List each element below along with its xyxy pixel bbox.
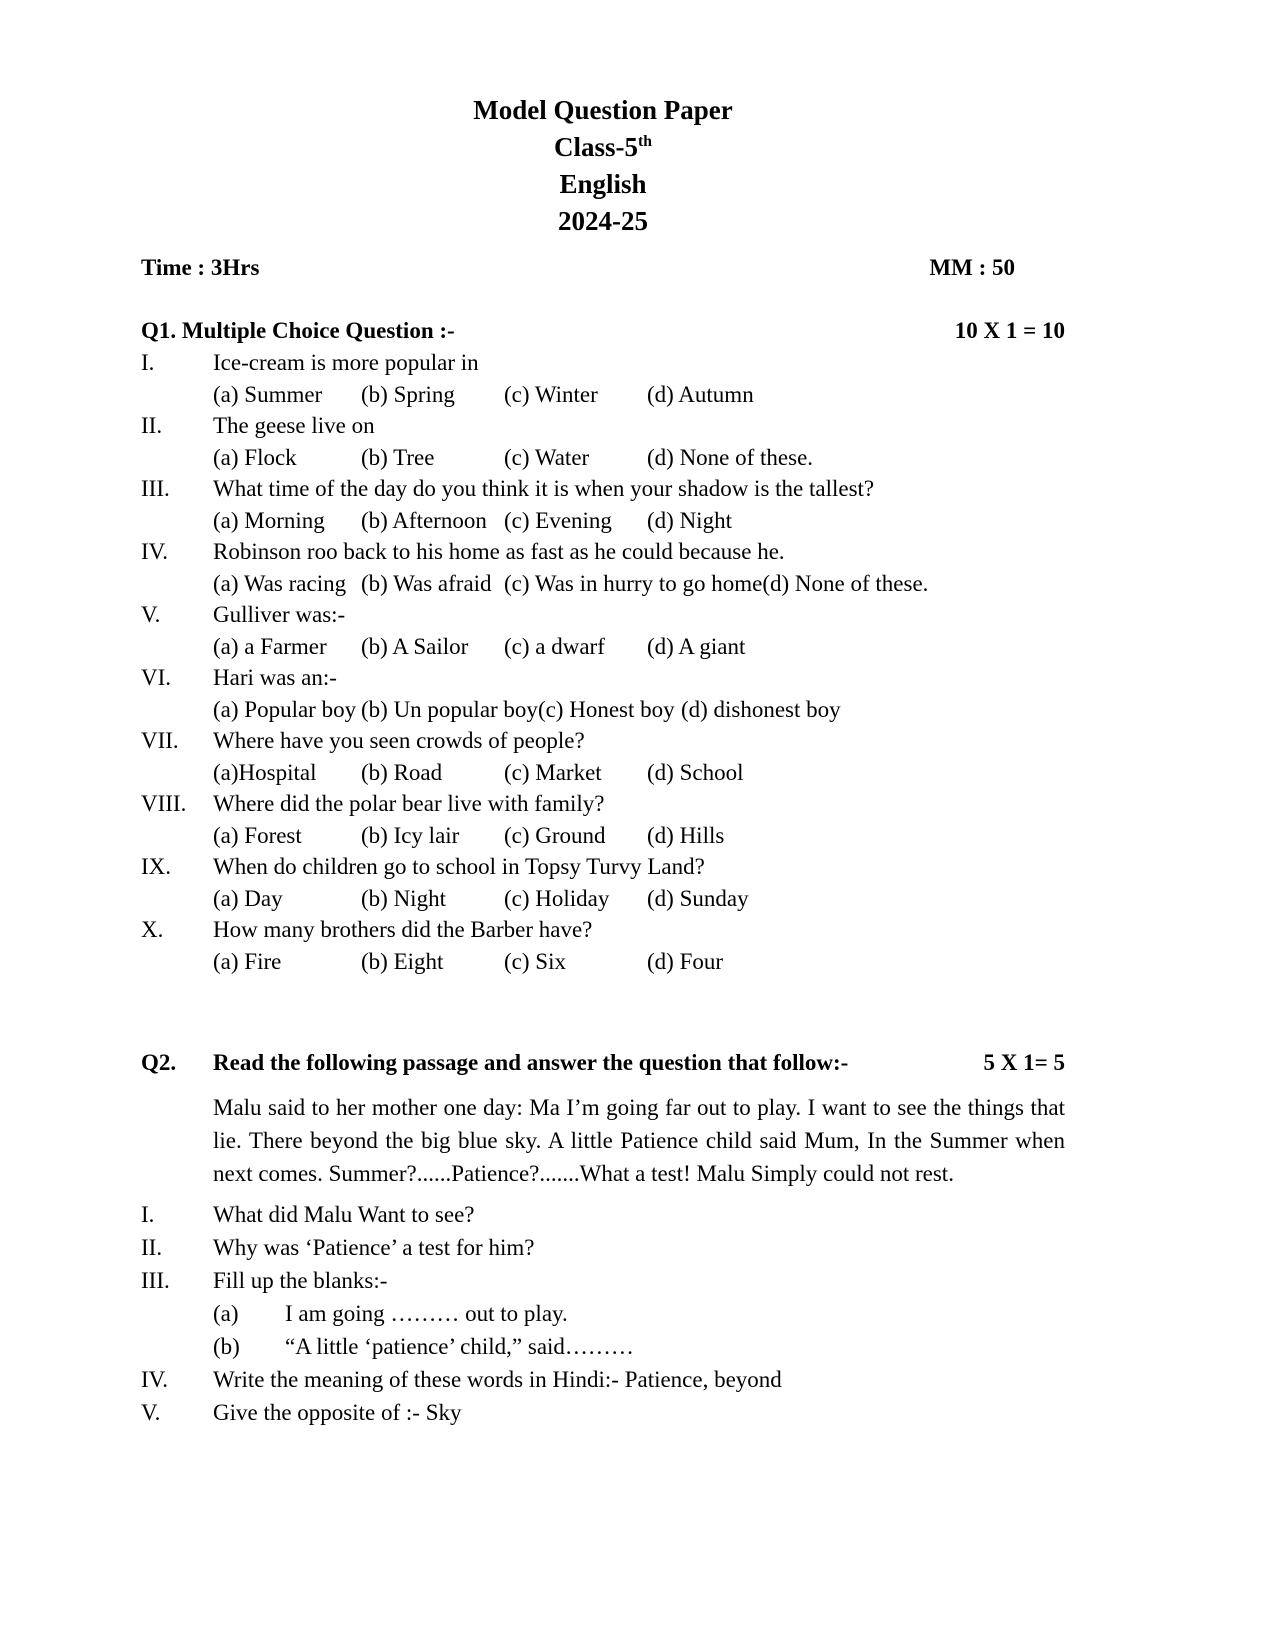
mcq-options-line bbox=[141, 946, 1065, 978]
question-text: Hari was an:- bbox=[213, 665, 337, 690]
time-allowed: Time : 3Hrs bbox=[141, 255, 260, 280]
mcq-question-line bbox=[141, 914, 1065, 946]
mcq-item bbox=[141, 536, 1065, 599]
passage-question-line bbox=[141, 1396, 1065, 1429]
options-indent bbox=[141, 442, 213, 474]
option-c: (c) Ground bbox=[504, 822, 606, 848]
q2-passage: Malu said to her mother one day: Ma I’m going far out to play. I want to see the things that lie. There beyond the big blue sky. A little Patience child said Mum, In the Summer when next comes. Summer?......Patience?.......What a test! Malu Simply could not rest. bbox=[213, 1095, 1065, 1186]
passage-question-line bbox=[141, 1198, 1065, 1231]
question-text: Where did the polar bear live with family? bbox=[213, 791, 605, 816]
q2-heading-row bbox=[141, 1047, 1065, 1079]
q2-questions bbox=[141, 1198, 1065, 1429]
mcq-item bbox=[141, 473, 1065, 536]
question-options bbox=[213, 568, 1065, 600]
question-numeral: IV. bbox=[141, 1367, 169, 1392]
question-text: Write the meaning of these words in Hindi:- Patience, beyond bbox=[213, 1367, 782, 1392]
mcq-question-line bbox=[141, 662, 1065, 694]
option-b: (b) Eight bbox=[361, 948, 444, 974]
subitem-indent bbox=[141, 1330, 213, 1363]
option-a: (a) Was racing bbox=[213, 570, 347, 596]
question-options bbox=[213, 820, 1065, 852]
question-numeral: V. bbox=[141, 1400, 161, 1425]
subitem-label: (b) bbox=[213, 1334, 240, 1359]
maximum-marks: MM : 50 bbox=[929, 255, 1015, 280]
options-indent bbox=[141, 946, 213, 978]
option-a: (a) Summer bbox=[213, 381, 323, 407]
question-numeral: II. bbox=[141, 1235, 163, 1260]
question-numeral: I. bbox=[141, 1202, 155, 1227]
option-b: (b) Tree bbox=[361, 444, 435, 470]
option-c: (c) a dwarf bbox=[504, 633, 605, 659]
mcq-question-line bbox=[141, 347, 1065, 379]
mcq-options-line bbox=[141, 883, 1065, 915]
mcq-question-line bbox=[141, 410, 1065, 442]
option-b: (b) Road bbox=[361, 759, 443, 785]
question-numeral: VIII. bbox=[141, 791, 187, 816]
option-d: (d) A giant bbox=[647, 633, 746, 659]
option-a: (a) Forest bbox=[213, 822, 302, 848]
question-text: Give the opposite of :- Sky bbox=[213, 1400, 462, 1425]
option-a: (a) Flock bbox=[213, 444, 297, 470]
paper-title: Model Question Paper bbox=[473, 95, 733, 125]
option-b: (b) Afternoon bbox=[361, 507, 487, 533]
q1-label: Q1. bbox=[141, 318, 177, 343]
option-a: (a) a Farmer bbox=[213, 633, 327, 659]
option-d: (d) Hills bbox=[647, 822, 725, 848]
mcq-question-line bbox=[141, 851, 1065, 883]
question-options bbox=[213, 631, 1065, 663]
q1-questions bbox=[141, 347, 1065, 977]
option-a: (a) Fire bbox=[213, 948, 282, 974]
passage-question-line bbox=[141, 1264, 1065, 1297]
question-options bbox=[213, 757, 1065, 789]
question-options bbox=[213, 505, 1065, 537]
paper-class bbox=[141, 129, 1065, 166]
paper-subject: English bbox=[559, 169, 647, 199]
q2-label: Q2. bbox=[141, 1050, 177, 1075]
option-b: (b) Spring bbox=[361, 381, 455, 407]
question-numeral: VI. bbox=[141, 665, 172, 690]
question-text: When do children go to school in Topsy Turvy Land? bbox=[213, 854, 705, 879]
passage-question-line bbox=[141, 1231, 1065, 1264]
fill-blank-line bbox=[141, 1330, 1065, 1363]
subitem-indent bbox=[141, 1297, 213, 1330]
option-d: (d) Sunday bbox=[647, 885, 749, 911]
options-indent bbox=[141, 568, 213, 600]
option-d: (d) Night bbox=[647, 507, 732, 533]
q2-marks: 5 X 1= 5 bbox=[983, 1050, 1065, 1075]
mcq-question-line bbox=[141, 473, 1065, 505]
section-q1 bbox=[141, 315, 1065, 977]
paper-header bbox=[141, 92, 1065, 240]
option-a: (a) Day bbox=[213, 885, 283, 911]
subitem-label: (a) bbox=[213, 1301, 239, 1326]
option-c: (c) Six bbox=[504, 948, 566, 974]
option-b: (b) Was afraid bbox=[361, 570, 492, 596]
question-numeral: III. bbox=[141, 476, 170, 501]
question-numeral: II. bbox=[141, 413, 163, 438]
fill-blank-line bbox=[141, 1297, 1065, 1330]
question-numeral: X. bbox=[141, 917, 164, 942]
option-d: (d) School bbox=[647, 759, 744, 785]
question-options bbox=[213, 946, 1065, 978]
option-b: (b) Icy lair bbox=[361, 822, 460, 848]
options-indent bbox=[141, 820, 213, 852]
mcq-options-line bbox=[141, 505, 1065, 537]
question-text: How many brothers did the Barber have? bbox=[213, 917, 593, 942]
mcq-options-line bbox=[141, 631, 1065, 663]
options-indent bbox=[141, 883, 213, 915]
question-text: Why was ‘Patience’ a test for him? bbox=[213, 1235, 535, 1260]
mcq-item bbox=[141, 662, 1065, 725]
option-c: (c) Was in hurry to go home bbox=[504, 570, 763, 596]
mcq-item bbox=[141, 851, 1065, 914]
question-options bbox=[213, 379, 1065, 411]
option-b: (b) A Sailor bbox=[361, 633, 469, 659]
mcq-item bbox=[141, 599, 1065, 662]
mcq-question-line bbox=[141, 725, 1065, 757]
option-c: (c) Market bbox=[504, 759, 602, 785]
option-d: (d) None of these. bbox=[647, 444, 814, 470]
question-options bbox=[213, 442, 1065, 474]
q2-heading: Read the following passage and answer the question that follow:- bbox=[213, 1050, 849, 1075]
options-indent bbox=[141, 505, 213, 537]
question-text: Fill up the blanks:- bbox=[213, 1268, 388, 1293]
question-text: The geese live on bbox=[213, 413, 375, 438]
passage-question-line bbox=[141, 1363, 1065, 1396]
mcq-options-line bbox=[141, 757, 1065, 789]
option-b: (b) Un popular boy bbox=[361, 696, 538, 722]
option-b: (b) Night bbox=[361, 885, 446, 911]
question-numeral: IV. bbox=[141, 539, 169, 564]
option-c: (c) Honest boy bbox=[537, 696, 675, 722]
question-text: Gulliver was:- bbox=[213, 602, 346, 627]
option-d: (d) None of these. bbox=[762, 570, 929, 596]
question-text: What did Malu Want to see? bbox=[213, 1202, 475, 1227]
question-options bbox=[213, 883, 1065, 915]
question-numeral: I. bbox=[141, 350, 155, 375]
mcq-question-line bbox=[141, 788, 1065, 820]
q1-marks: 10 X 1 = 10 bbox=[954, 318, 1065, 343]
option-c: (c) Holiday bbox=[504, 885, 610, 911]
question-text: Robinson roo back to his home as fast as he could because he. bbox=[213, 539, 785, 564]
mcq-item bbox=[141, 410, 1065, 473]
option-a: (a) Morning bbox=[213, 507, 325, 533]
question-numeral: III. bbox=[141, 1268, 170, 1293]
mcq-options-line bbox=[141, 442, 1065, 474]
option-a: (a) Popular boy bbox=[213, 696, 357, 722]
options-indent bbox=[141, 694, 213, 726]
options-indent bbox=[141, 379, 213, 411]
paper-class-text: Class-5 bbox=[554, 132, 639, 162]
mcq-item bbox=[141, 914, 1065, 977]
question-text: Where have you seen crowds of people? bbox=[213, 728, 585, 753]
option-d: (d) Four bbox=[647, 948, 724, 974]
mcq-question-line bbox=[141, 536, 1065, 568]
question-numeral: IX. bbox=[141, 854, 172, 879]
meta-row bbox=[141, 252, 1065, 283]
mcq-question-line bbox=[141, 599, 1065, 631]
subitem-text: I am going ……… out to play. bbox=[285, 1301, 568, 1326]
option-c: (c) Winter bbox=[504, 381, 598, 407]
q1-heading-row bbox=[141, 315, 1065, 347]
paper-class-superscript: th bbox=[638, 133, 652, 150]
question-text: Ice-cream is more popular in bbox=[213, 350, 479, 375]
paper-session: 2024-25 bbox=[558, 206, 648, 236]
option-c: (c) Water bbox=[504, 444, 590, 470]
mcq-item bbox=[141, 788, 1065, 851]
mcq-options-line bbox=[141, 820, 1065, 852]
q1-heading bbox=[141, 315, 955, 347]
question-text: What time of the day do you think it is when your shadow is the tallest? bbox=[213, 476, 875, 501]
options-indent bbox=[141, 757, 213, 789]
option-d: (d) Autumn bbox=[647, 381, 754, 407]
q1-heading-text: Multiple Choice Question :- bbox=[181, 318, 455, 343]
question-numeral: VII. bbox=[141, 728, 179, 753]
subitem-text: “A little ‘patience’ child,” said……… bbox=[285, 1334, 634, 1359]
section-q2 bbox=[141, 1047, 1065, 1429]
mcq-options-line bbox=[141, 568, 1065, 600]
mcq-item bbox=[141, 347, 1065, 410]
question-options bbox=[213, 694, 1065, 726]
option-c: (c) Evening bbox=[504, 507, 612, 533]
option-a: (a)Hospital bbox=[213, 759, 317, 785]
option-d: (d) dishonest boy bbox=[680, 696, 841, 722]
mcq-options-line bbox=[141, 694, 1065, 726]
question-numeral: V. bbox=[141, 602, 161, 627]
mcq-options-line bbox=[141, 379, 1065, 411]
mcq-item bbox=[141, 725, 1065, 788]
options-indent bbox=[141, 631, 213, 663]
